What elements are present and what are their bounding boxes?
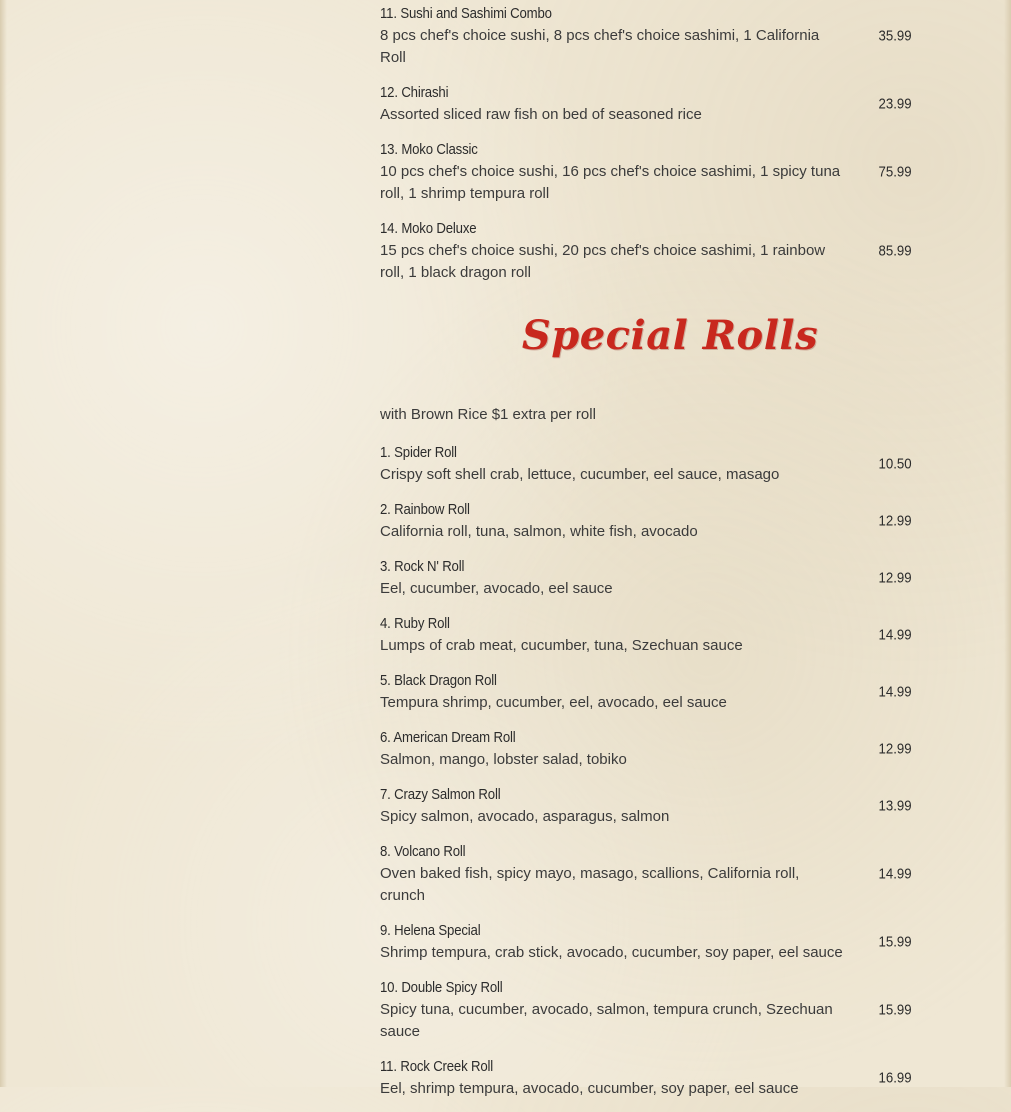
menu-item-price: 12.99: [878, 569, 912, 586]
menu-item-text: [380, 919, 848, 964]
menu-item-price: 12.99: [878, 740, 912, 757]
menu-item-description: 10 pcs chef's choice sushi, 16 pcs chef's choice sashimi, 1 spicy tuna roll, 1 shrimp tempura roll: [380, 163, 841, 202]
menu-item-description: Spicy salmon, avocado, asparagus, salmon: [380, 808, 670, 825]
menu-item-description: 15 pcs chef's choice sushi, 20 pcs chef's choice sashimi, 1 rainbow roll, 1 black dragon roll: [380, 242, 826, 281]
menu-item-text: [380, 612, 848, 657]
menu-item-name: 11. Sushi and Sashimi Combo: [380, 5, 552, 22]
menu-item-price: 13.99: [878, 797, 912, 814]
menu-item-text: [380, 555, 848, 600]
menu-item-description: California roll, tuna, salmon, white fish, avocado: [380, 523, 698, 540]
paper-edge-left: [0, 0, 7, 1087]
menu-item-name: 6. American Dream Roll: [380, 729, 516, 746]
menu-item-text: [380, 138, 848, 205]
menu-item-description: Eel, cucumber, avocado, eel sauce: [380, 580, 613, 597]
menu-item-name: 12. Chirashi: [380, 84, 449, 101]
menu-item-text: [380, 669, 848, 714]
menu-item-name: 10. Double Spicy Roll: [380, 979, 503, 996]
menu-item-name: 1. Spider Roll: [380, 444, 457, 461]
menu-item-description: Crispy soft shell crab, lettuce, cucumber, eel sauce, masago: [380, 466, 780, 483]
menu-item-name: 11. Rock Creek Roll: [380, 1058, 494, 1075]
menu-item-description: Eel, shrimp tempura, avocado, cucumber, soy paper, eel sauce: [380, 1080, 799, 1097]
menu-item-price: 10.50: [878, 455, 912, 472]
menu-item-combo: [380, 81, 920, 126]
menu-item-roll: [380, 441, 920, 486]
paper-edge-right: [1004, 0, 1011, 1087]
menu-item-description: Spicy tuna, cucumber, avocado, salmon, tempura crunch, Szechuan sauce: [380, 1001, 833, 1040]
menu-item-roll: [380, 612, 920, 657]
menu-item-price: 35.99: [878, 27, 912, 44]
menu-item-name: 2. Rainbow Roll: [380, 501, 470, 518]
menu-item-text: [380, 2, 848, 69]
menu-item-roll: [380, 669, 920, 714]
menu-item-name: 3. Rock N' Roll: [380, 558, 465, 575]
menu-item-description: Oven baked fish, spicy mayo, masago, scallions, California roll, crunch: [380, 865, 800, 904]
menu-item-description: Salmon, mango, lobster salad, tobiko: [380, 751, 627, 768]
section-note: with Brown Rice $1 extra per roll: [380, 406, 596, 423]
section-title-special-rolls: Special Rolls: [521, 312, 819, 359]
menu-item-text: [380, 840, 848, 907]
menu-item-description: Lumps of crab meat, cucumber, tuna, Szechuan sauce: [380, 637, 743, 654]
menu-item-text: [380, 726, 848, 771]
menu-item-text: [380, 783, 848, 828]
menu-item-price: 23.99: [878, 95, 912, 112]
menu-item-description: 8 pcs chef's choice sushi, 8 pcs chef's choice sashimi, 1 California Roll: [380, 27, 820, 66]
menu-item-name: 8. Volcano Roll: [380, 843, 466, 860]
menu-item-description: Assorted sliced raw fish on bed of seasoned rice: [380, 106, 702, 123]
menu-item-price: 14.99: [878, 626, 912, 643]
menu-item-price: 85.99: [878, 242, 912, 259]
menu-item-price: 15.99: [878, 933, 912, 950]
menu-item-price: 15.99: [878, 1001, 912, 1018]
menu-item-combo: [380, 138, 920, 205]
menu-item-roll: [380, 976, 920, 1043]
menu-item-text: [380, 1055, 848, 1100]
menu-item-text: [380, 976, 848, 1043]
menu-item-combo: [380, 217, 920, 284]
menu-item-price: 16.99: [878, 1069, 912, 1086]
menu-item-roll: [380, 1055, 920, 1100]
menu-item-text: [380, 217, 848, 284]
menu-item-text: [380, 81, 848, 126]
menu-item-roll: [380, 498, 920, 543]
menu-item-text: [380, 441, 848, 486]
menu-item-roll: [380, 726, 920, 771]
menu-item-name: 7. Crazy Salmon Roll: [380, 786, 501, 803]
menu-item-description: Shrimp tempura, crab stick, avocado, cucumber, soy paper, eel sauce: [380, 944, 843, 961]
menu-item-name: 13. Moko Classic: [380, 141, 478, 158]
menu-item-name: 4. Ruby Roll: [380, 615, 450, 632]
menu-item-roll: [380, 555, 920, 600]
menu-item-name: 5. Black Dragon Roll: [380, 672, 497, 689]
menu-item-name: 9. Helena Special: [380, 922, 481, 939]
menu-item-price: 75.99: [878, 163, 912, 180]
menu-item-roll: [380, 919, 920, 964]
menu-item-price: 12.99: [878, 512, 912, 529]
menu-content: [380, 0, 920, 1112]
menu-item-description: Tempura shrimp, cucumber, eel, avocado, eel sauce: [380, 694, 727, 711]
menu-item-combo: [380, 2, 920, 69]
menu-item-price: 14.99: [878, 865, 912, 882]
menu-item-name: 14. Moko Deluxe: [380, 220, 477, 237]
menu-item-roll: [380, 840, 920, 907]
menu-item-text: [380, 498, 848, 543]
menu-item-price: 14.99: [878, 683, 912, 700]
menu-item-roll: [380, 783, 920, 828]
